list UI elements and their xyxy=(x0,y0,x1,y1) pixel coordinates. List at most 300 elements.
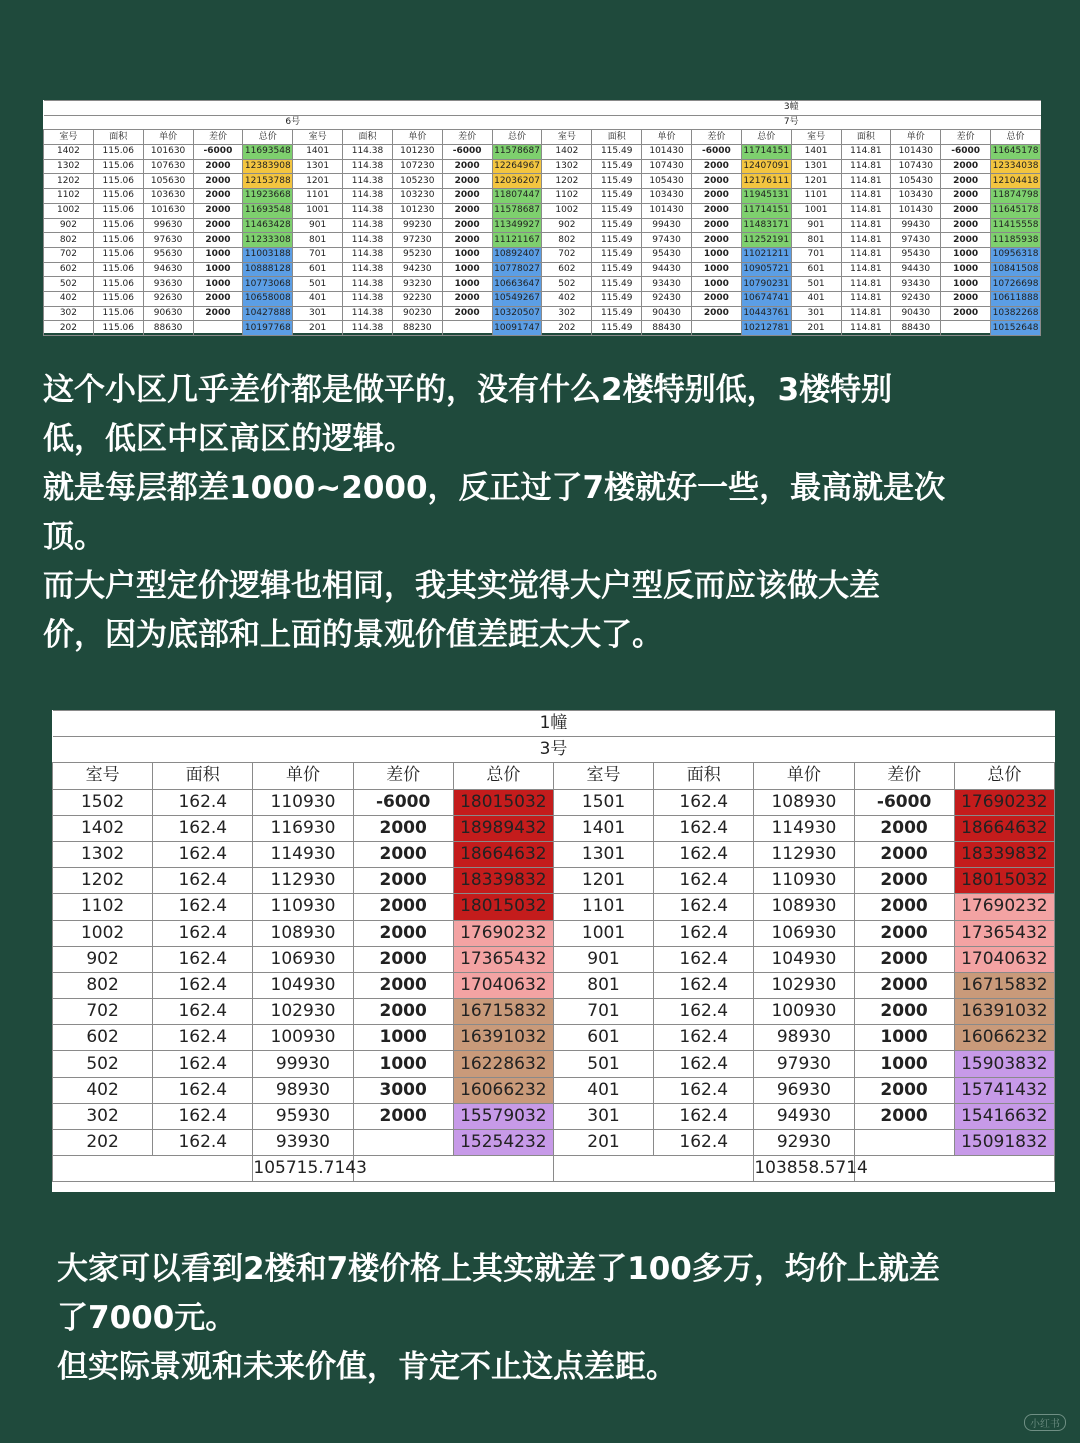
table-row xyxy=(44,247,1041,262)
table-cell: 115.06 xyxy=(93,262,143,277)
table-cell: 1301 xyxy=(553,841,653,867)
table1-header-row xyxy=(44,130,1041,145)
watermark-logo: 小红书 xyxy=(1024,1414,1066,1431)
table-row xyxy=(53,815,1055,841)
table-cell: 11578687 xyxy=(492,203,542,218)
table-cell: 114.81 xyxy=(841,277,891,292)
table-cell: 802 xyxy=(44,233,94,248)
table-cell: 10956318 xyxy=(991,247,1041,262)
table-cell: 12383908 xyxy=(243,159,293,174)
column-header: 室号 xyxy=(542,130,592,145)
table-cell: 202 xyxy=(44,321,94,336)
table-cell: 102930 xyxy=(253,999,353,1025)
table-cell: 112930 xyxy=(253,868,353,894)
table-cell: 107430 xyxy=(642,159,692,174)
table-cell: 902 xyxy=(44,218,94,233)
column-header: 室号 xyxy=(553,763,653,789)
table-cell: 2000 xyxy=(854,999,954,1025)
table-cell xyxy=(353,1130,453,1156)
table-cell: 114.81 xyxy=(841,233,891,248)
table-cell: 18015032 xyxy=(453,894,553,920)
table2-header-row xyxy=(53,763,1055,789)
table-cell: 115.06 xyxy=(93,321,143,336)
column-header: 单价 xyxy=(642,130,692,145)
table-cell: 2000 xyxy=(854,972,954,998)
table-cell: 105630 xyxy=(143,174,193,189)
table-cell: 162.4 xyxy=(654,815,754,841)
table-cell: 114.38 xyxy=(343,233,393,248)
table-cell: 101230 xyxy=(392,203,442,218)
table-cell: 115.49 xyxy=(592,145,642,160)
table-cell: 1000 xyxy=(193,247,243,262)
table-cell: 2000 xyxy=(691,159,741,174)
table-cell: 3000 xyxy=(353,1077,453,1103)
table-cell: 115.49 xyxy=(592,321,642,336)
table-cell: 110930 xyxy=(253,789,353,815)
table-cell: 1102 xyxy=(44,189,94,204)
table-cell: 17690232 xyxy=(954,789,1054,815)
table-cell: 2000 xyxy=(442,218,492,233)
table-cell: 1000 xyxy=(691,262,741,277)
table-cell: 94230 xyxy=(392,262,442,277)
table-row xyxy=(44,233,1041,248)
table-cell: 99430 xyxy=(891,218,941,233)
table-cell: 115.06 xyxy=(93,145,143,160)
table-cell: 10091747 xyxy=(492,321,542,336)
table-row xyxy=(53,894,1055,920)
table-cell: 1000 xyxy=(854,1051,954,1077)
table-cell: 1000 xyxy=(691,247,741,262)
table-cell: 101430 xyxy=(891,203,941,218)
table-cell: 502 xyxy=(44,277,94,292)
table-cell: 115.49 xyxy=(592,306,642,321)
table-cell: 1402 xyxy=(542,145,592,160)
table-cell: 10841508 xyxy=(991,262,1041,277)
table-cell: 11233308 xyxy=(243,233,293,248)
table-row xyxy=(53,920,1055,946)
table-cell: 10778027 xyxy=(492,262,542,277)
commentary-line: 价，因为底部和上面的景观价值差距太大了。 xyxy=(43,617,663,653)
table-cell: 1001 xyxy=(293,203,343,218)
table-cell: 92430 xyxy=(891,291,941,306)
table-cell: 115.06 xyxy=(93,306,143,321)
table-cell: 162.4 xyxy=(153,868,253,894)
table-cell: 162.4 xyxy=(654,1130,754,1156)
table-cell: 115.49 xyxy=(592,277,642,292)
table-cell: 11714151 xyxy=(741,145,791,160)
table-cell: 114.38 xyxy=(343,159,393,174)
commentary-line: 就是每层都差1000~2000，反正过了7楼就好一些，最高就是次 xyxy=(43,470,946,506)
table-cell: 2000 xyxy=(941,189,991,204)
average-price-cell: 105715.7143 xyxy=(253,1156,353,1182)
table-row xyxy=(53,1025,1055,1051)
table-cell: 10443761 xyxy=(741,306,791,321)
table-cell: 301 xyxy=(791,306,841,321)
table-cell: 115.49 xyxy=(592,174,642,189)
commentary-line: 而大户型定价逻辑也相同，我其实觉得大户型反而应该做大差 xyxy=(43,568,880,604)
column-header: 面积 xyxy=(93,130,143,145)
column-header: 单价 xyxy=(891,130,941,145)
table-cell: 104930 xyxy=(754,946,854,972)
table-cell: 11415558 xyxy=(991,218,1041,233)
table-cell: -6000 xyxy=(941,145,991,160)
table-cell: 16066232 xyxy=(954,1025,1054,1051)
table-cell: 2000 xyxy=(353,920,453,946)
table-cell: 162.4 xyxy=(654,972,754,998)
table-cell: 18015032 xyxy=(453,789,553,815)
table-cell: 502 xyxy=(53,1051,153,1077)
table-cell: -6000 xyxy=(854,789,954,815)
table-cell: 94430 xyxy=(642,262,692,277)
table-cell: 2000 xyxy=(691,233,741,248)
table-cell: 1201 xyxy=(791,174,841,189)
table-row xyxy=(53,1077,1055,1103)
table-cell: 114.38 xyxy=(343,218,393,233)
table-cell: 1001 xyxy=(553,920,653,946)
table-cell: 114.81 xyxy=(841,174,891,189)
table-cell: 112930 xyxy=(754,841,854,867)
table-cell: 12153788 xyxy=(243,174,293,189)
table-cell: 1401 xyxy=(293,145,343,160)
column-header: 总价 xyxy=(954,763,1054,789)
table-cell: 95230 xyxy=(392,247,442,262)
table-cell: 88430 xyxy=(891,321,941,336)
table-cell: 115.06 xyxy=(93,277,143,292)
table-cell: 2000 xyxy=(193,306,243,321)
table-cell: 17365432 xyxy=(954,920,1054,946)
table-cell: 10152648 xyxy=(991,321,1041,336)
table-cell: 12334038 xyxy=(991,159,1041,174)
table-cell: 2000 xyxy=(442,203,492,218)
table-cell: 2000 xyxy=(941,233,991,248)
table-cell: 11463428 xyxy=(243,218,293,233)
table-cell: -6000 xyxy=(193,145,243,160)
table-cell: 114.81 xyxy=(841,306,891,321)
table-cell: 12036207 xyxy=(492,174,542,189)
table-cell: 93230 xyxy=(392,277,442,292)
table-cell: 94630 xyxy=(143,262,193,277)
table-cell: 2000 xyxy=(353,946,453,972)
table-cell: 1102 xyxy=(53,894,153,920)
table-cell: 115.49 xyxy=(592,291,642,306)
table-cell xyxy=(854,1130,954,1156)
table-cell: 94430 xyxy=(891,262,941,277)
table-cell: 93930 xyxy=(253,1130,353,1156)
table1-unit-7-title: 7号 xyxy=(542,115,1041,130)
table-cell: 11923668 xyxy=(243,189,293,204)
table-cell: 101430 xyxy=(642,145,692,160)
table-cell: 16391032 xyxy=(453,1025,553,1051)
table-cell: 114.81 xyxy=(841,145,891,160)
table-cell: 15741432 xyxy=(954,1077,1054,1103)
column-header: 单价 xyxy=(392,130,442,145)
table-cell: 114.38 xyxy=(343,291,393,306)
table-cell: 1000 xyxy=(193,277,243,292)
table-row xyxy=(53,789,1055,815)
table2-building-title: 1幢 xyxy=(53,711,1055,737)
table-cell: 100930 xyxy=(754,999,854,1025)
table-cell: 2000 xyxy=(854,868,954,894)
column-header: 室号 xyxy=(44,130,94,145)
table-cell: 115.49 xyxy=(592,189,642,204)
table-cell: 1101 xyxy=(553,894,653,920)
table-cell: 10790231 xyxy=(741,277,791,292)
table-cell: 162.4 xyxy=(153,999,253,1025)
table-row xyxy=(53,946,1055,972)
table-cell: 11252191 xyxy=(741,233,791,248)
table-cell: 2000 xyxy=(442,174,492,189)
table-cell: 1101 xyxy=(293,189,343,204)
table-cell: 2000 xyxy=(691,203,741,218)
table-cell: 162.4 xyxy=(654,1103,754,1129)
table-cell: 2000 xyxy=(691,291,741,306)
table-cell: 88630 xyxy=(143,321,193,336)
table-cell: 16715832 xyxy=(954,972,1054,998)
table-cell: 2000 xyxy=(353,868,453,894)
table-cell: 1102 xyxy=(542,189,592,204)
table-cell: 115.49 xyxy=(592,203,642,218)
table-cell: 602 xyxy=(542,262,592,277)
column-header: 差价 xyxy=(854,763,954,789)
table-cell: 162.4 xyxy=(153,946,253,972)
table-cell: 2000 xyxy=(442,306,492,321)
table-cell: 10658008 xyxy=(243,291,293,306)
table-cell: 601 xyxy=(293,262,343,277)
column-header: 差价 xyxy=(353,763,453,789)
table-cell: 108930 xyxy=(754,789,854,815)
table-cell: 2000 xyxy=(353,815,453,841)
table-cell: 1202 xyxy=(44,174,94,189)
table-cell: 601 xyxy=(791,262,841,277)
table-cell: 101430 xyxy=(891,145,941,160)
column-header: 差价 xyxy=(193,130,243,145)
table-cell: 2000 xyxy=(691,306,741,321)
table-cell: 101630 xyxy=(143,145,193,160)
column-header: 单价 xyxy=(253,763,353,789)
table-cell: 115.49 xyxy=(592,233,642,248)
table-cell: 108930 xyxy=(754,894,854,920)
table-cell: 801 xyxy=(791,233,841,248)
average-row xyxy=(53,1156,1055,1182)
table-cell: 1402 xyxy=(44,145,94,160)
table-row xyxy=(44,291,1041,306)
table-cell: 202 xyxy=(542,321,592,336)
table-cell: 114.81 xyxy=(841,203,891,218)
table-cell: 114.81 xyxy=(841,262,891,277)
table-cell: 1502 xyxy=(53,789,153,815)
table-row xyxy=(44,159,1041,174)
table-cell: 1002 xyxy=(542,203,592,218)
table-cell: 11483171 xyxy=(741,218,791,233)
table-cell: 15579032 xyxy=(453,1103,553,1129)
table-cell: 97430 xyxy=(642,233,692,248)
table-cell: 92230 xyxy=(392,291,442,306)
table-cell: 2000 xyxy=(691,189,741,204)
table-cell: 16715832 xyxy=(453,999,553,1025)
table-cell: 105230 xyxy=(392,174,442,189)
table-cell: 2000 xyxy=(193,189,243,204)
table-cell: 2000 xyxy=(353,972,453,998)
table-cell: 11645178 xyxy=(991,145,1041,160)
table-cell: 162.4 xyxy=(153,789,253,815)
table-cell: 602 xyxy=(53,1025,153,1051)
table-cell: 1101 xyxy=(791,189,841,204)
commentary-line: 了7000元。 xyxy=(57,1300,237,1336)
table-cell: 1202 xyxy=(542,174,592,189)
table-row xyxy=(44,145,1041,160)
commentary-paragraph-2 xyxy=(57,1245,1057,1392)
table-cell: 162.4 xyxy=(654,841,754,867)
table-cell: 107630 xyxy=(143,159,193,174)
table-cell: 106930 xyxy=(754,920,854,946)
commentary-line: 但实际景观和未来价值，肯定不止这点差距。 xyxy=(57,1349,677,1385)
table-cell: 11185938 xyxy=(991,233,1041,248)
table-cell: 2000 xyxy=(854,946,954,972)
table-cell: 114.38 xyxy=(343,189,393,204)
table-cell: 11693548 xyxy=(243,145,293,160)
table-cell: 100930 xyxy=(253,1025,353,1051)
table-cell: -6000 xyxy=(353,789,453,815)
table-cell: 99230 xyxy=(392,218,442,233)
table-cell: 105430 xyxy=(891,174,941,189)
average-price-cell: 103858.5714 xyxy=(754,1156,854,1182)
table-cell: 15091832 xyxy=(954,1130,1054,1156)
table-row xyxy=(44,218,1041,233)
table-cell: 90430 xyxy=(642,306,692,321)
column-header: 差价 xyxy=(691,130,741,145)
table-cell: 102930 xyxy=(754,972,854,998)
table-cell: 2000 xyxy=(854,1077,954,1103)
table-cell: 2000 xyxy=(442,233,492,248)
table-cell: 10212781 xyxy=(741,321,791,336)
column-header: 室号 xyxy=(293,130,343,145)
table-cell: 101630 xyxy=(143,203,193,218)
table-cell: 94930 xyxy=(754,1103,854,1129)
table-cell: 2000 xyxy=(941,218,991,233)
table-cell: 702 xyxy=(53,999,153,1025)
table-cell: 18339832 xyxy=(954,841,1054,867)
table-cell: 11693548 xyxy=(243,203,293,218)
table-cell: 801 xyxy=(293,233,343,248)
table-cell: 162.4 xyxy=(153,894,253,920)
table-cell: 1302 xyxy=(542,159,592,174)
table-cell: 97630 xyxy=(143,233,193,248)
table-cell: 11349927 xyxy=(492,218,542,233)
table-cell: 110930 xyxy=(754,868,854,894)
table-cell: 162.4 xyxy=(153,1051,253,1077)
table-cell: 2000 xyxy=(442,291,492,306)
table-cell: 18664632 xyxy=(954,815,1054,841)
table-row xyxy=(44,306,1041,321)
table-cell: 18339832 xyxy=(453,868,553,894)
table-cell: 162.4 xyxy=(654,946,754,972)
table-cell: 103230 xyxy=(392,189,442,204)
table-cell: 501 xyxy=(293,277,343,292)
table-cell: 114930 xyxy=(253,841,353,867)
table-cell: 1302 xyxy=(44,159,94,174)
table-row xyxy=(44,189,1041,204)
table-cell: 2000 xyxy=(193,203,243,218)
table-cell: 92430 xyxy=(642,291,692,306)
table-cell: 11807447 xyxy=(492,189,542,204)
table-cell: 201 xyxy=(791,321,841,336)
table-cell: 106930 xyxy=(253,946,353,972)
column-header: 室号 xyxy=(53,763,153,789)
table-cell: 702 xyxy=(44,247,94,262)
table-cell: 301 xyxy=(293,306,343,321)
table-cell: 10197768 xyxy=(243,321,293,336)
table-cell: 115.06 xyxy=(93,174,143,189)
table-cell: 1301 xyxy=(791,159,841,174)
table-cell: 10427888 xyxy=(243,306,293,321)
table-cell: 1501 xyxy=(553,789,653,815)
table-cell: 114.38 xyxy=(343,145,393,160)
table-cell: 114.38 xyxy=(343,321,393,336)
table-cell: 10663647 xyxy=(492,277,542,292)
table-cell: 1002 xyxy=(44,203,94,218)
table-cell: 1000 xyxy=(353,1051,453,1077)
table-cell: 99930 xyxy=(253,1051,353,1077)
table-cell: 114.38 xyxy=(343,203,393,218)
table-cell: 2000 xyxy=(691,174,741,189)
table-cell: 17690232 xyxy=(453,920,553,946)
table-cell: 99430 xyxy=(642,218,692,233)
table-cell: 93630 xyxy=(143,277,193,292)
table-cell: 2000 xyxy=(442,189,492,204)
column-header: 面积 xyxy=(592,130,642,145)
table-cell: 97430 xyxy=(891,233,941,248)
table-cell: 802 xyxy=(542,233,592,248)
table-cell: 1302 xyxy=(53,841,153,867)
table-cell: 2000 xyxy=(353,1103,453,1129)
table-cell: 1301 xyxy=(293,159,343,174)
table-cell: 114.38 xyxy=(343,247,393,262)
table-row xyxy=(44,262,1041,277)
table-cell: 701 xyxy=(791,247,841,262)
table1-building-title: 3幢 xyxy=(542,101,1041,116)
table-cell: 162.4 xyxy=(153,1025,253,1051)
table-cell: 2000 xyxy=(193,159,243,174)
table-cell: 101430 xyxy=(642,203,692,218)
table-cell: 10726698 xyxy=(991,277,1041,292)
table-cell: 93430 xyxy=(891,277,941,292)
table-cell: 115.06 xyxy=(93,159,143,174)
table-cell: 10320507 xyxy=(492,306,542,321)
table-cell: 99630 xyxy=(143,218,193,233)
commentary-line: 这个小区几乎差价都是做平的，没有什么2楼特别低，3楼特别 xyxy=(43,372,893,408)
table-cell: 103630 xyxy=(143,189,193,204)
column-header: 总价 xyxy=(492,130,542,145)
table-cell: 110930 xyxy=(253,894,353,920)
table-cell: 2000 xyxy=(941,174,991,189)
table-cell: 12407091 xyxy=(741,159,791,174)
table-cell: 162.4 xyxy=(153,920,253,946)
table-cell: 114.38 xyxy=(343,306,393,321)
table-cell: 108930 xyxy=(253,920,353,946)
table-cell: 162.4 xyxy=(654,894,754,920)
table-cell: 11714151 xyxy=(741,203,791,218)
table-cell: 302 xyxy=(44,306,94,321)
table-cell: 2000 xyxy=(193,291,243,306)
table-cell: 2000 xyxy=(353,999,453,1025)
table-cell: 90430 xyxy=(891,306,941,321)
table-cell: 10888128 xyxy=(243,262,293,277)
table-cell: 95630 xyxy=(143,247,193,262)
table-row xyxy=(53,972,1055,998)
table-cell: 2000 xyxy=(193,218,243,233)
table-cell: 2000 xyxy=(854,894,954,920)
table-cell: 1002 xyxy=(53,920,153,946)
